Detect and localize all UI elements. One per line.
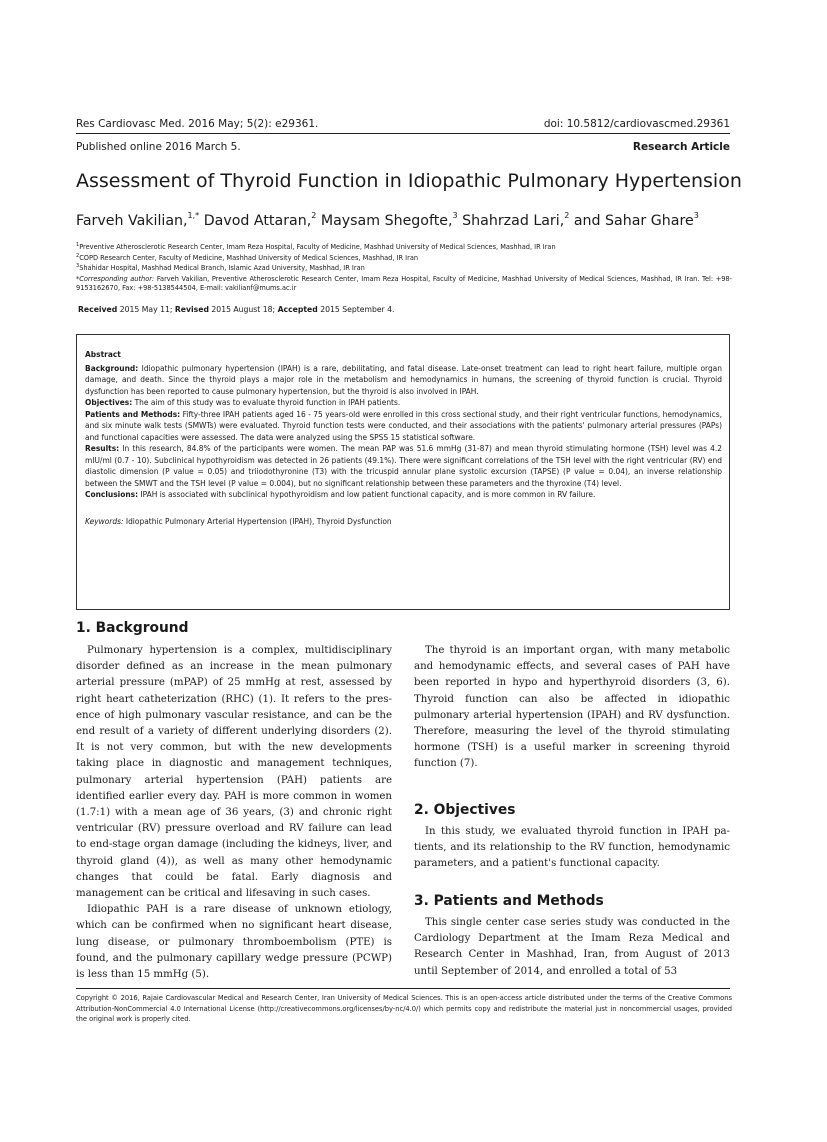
author-name: Maysam Shegofte, bbox=[320, 213, 453, 229]
abstract-results-label: Results: bbox=[85, 443, 120, 453]
affiliation-number: 1 bbox=[76, 242, 80, 248]
abstract-conclusions bbox=[85, 489, 722, 501]
article-title: Assessment of Thyroid Function in Idiopathic Pulmonary Hypertension bbox=[76, 170, 742, 192]
right-column-methods bbox=[414, 915, 730, 980]
abstract-heading: Abstract bbox=[85, 349, 121, 359]
right-column-top bbox=[414, 643, 730, 773]
affiliation bbox=[76, 262, 732, 273]
received-label: Received bbox=[78, 305, 118, 314]
revised-date: 2015 August 18; bbox=[208, 305, 278, 314]
journal-reference: Res Cardiovasc Med. 2016 May; 5(2): e29361. bbox=[76, 118, 319, 130]
published-date: Published online 2016 March 5. bbox=[76, 141, 241, 153]
abstract-conclusions-text: IPAH is associated with subclinical hypothyroidism and low patient functional capacity, and is more common in RV failure. bbox=[138, 489, 596, 499]
abstract-results-text: In this research, 84.8% of the participants were women. The mean PAP was 51.6 mmHg (31-87) and mean thyroid stimulating hormone (TSH) level was 4.2 mIU/ml (0.7 - 10). Subclinical hypothyroidism was detected in 26 patients (49.1%). There were significant correlations of the TSH level with the right ventricular (RV) end diastolic dimension (P value = 0.05) and triiodothyronine (T3) with the tricuspid annular plane systolic excursion (TAPSE) (P value = 0.04), an inverse relationship between the SMWT and the TSH level (P value = 0.004), but no significant relationship between these parameters and the thyroxine (T4) level. bbox=[85, 443, 722, 488]
keywords-text: Idiopathic Pulmonary Arterial Hypertension (IPAH), Thyroid Dysfunction bbox=[123, 515, 392, 526]
section-heading-methods: 3. Patients and Methods bbox=[414, 893, 604, 909]
accepted-label: Accepted bbox=[277, 305, 318, 314]
abstract-background-text: Idiopathic pulmonary hypertension (IPAH) is a rare, debilitating, and fatal disease. Late-onset treatment can lead to right heart failure, multiple organ damage, and death. Since the thyroid plays a major role in the metabolism and hemodynamics in humans, the screening of thyroid function is crucial. Thyroid dysfunction has been reported to cause pulmonary hypertension, but the thyroid is also involved in IPAH. bbox=[85, 362, 722, 396]
abstract-background bbox=[85, 363, 722, 398]
article-dates bbox=[78, 305, 395, 314]
paragraph: The thyroid is an important organ, with many metabolic and hemodynamic effects, and several cases of PAH have been reported in hypo and hyperthyroid disorders (3, 6). Thyroid function can also be affected in idiopathic pulmonary arterial hypertension (IPAH) and RV dysfunction. Therefore, measuring the level of the thyroid stimulating hormone (TSH) is a useful marker in screening thyroid function (7). bbox=[414, 645, 730, 770]
author-name: Davod Attaran, bbox=[203, 213, 312, 229]
right-column-objectives bbox=[414, 824, 730, 873]
keywords-label: Keywords: bbox=[85, 515, 124, 526]
keywords bbox=[85, 516, 722, 528]
affiliation bbox=[76, 241, 732, 252]
abstract-objectives bbox=[85, 397, 722, 409]
author-affiliation-mark: 1,* bbox=[187, 211, 200, 220]
corresponding-label: *Corresponding author: bbox=[76, 275, 155, 283]
left-column bbox=[76, 643, 392, 983]
affiliation-number: 3 bbox=[76, 263, 80, 269]
corresponding-author bbox=[76, 275, 732, 293]
author-affiliation-mark: 3 bbox=[693, 211, 699, 220]
header-rule bbox=[76, 133, 730, 134]
abstract-methods bbox=[85, 409, 722, 444]
abstract-methods-text: Fifty-three IPAH patients aged 16 - 75 years-old were enrolled in this cross sectional study, and their right ventricular functions, hemodynamics, and six minute walk tests (SMWTs) were evaluated. Thyroid function tests were conducted, and their associations with the patients' pulmonary arterial pressures (PAPs) and functional capacities were assessed. The data were analyzed using the SPSS 15 statistical software. bbox=[85, 408, 722, 442]
paragraph: Idiopathic PAH is a rare disease of unknown etiology, which can be confirmed when no significant heart disease, lung disease, or pulmonary thromboembolism (PTE) is found, and the pulmonary capillary wedge pressure (PCWP) is less than 15 mmHg (5). bbox=[76, 904, 392, 981]
abstract-methods-label: Patients and Methods: bbox=[85, 408, 181, 419]
author-affiliation-mark: 3 bbox=[452, 211, 458, 220]
abstract-conclusions-label: Conclusions: bbox=[85, 489, 139, 499]
affiliation-number: 2 bbox=[76, 253, 80, 259]
author-name: Farveh Vakilian, bbox=[76, 213, 188, 229]
paragraph: In this study, we evaluated thyroid function in IPAH patients, and its relationship to the RV function, hemodynamic parameters, and a patient's functional capacity. bbox=[414, 826, 730, 870]
abstract-objectives-label: Objectives: bbox=[85, 397, 133, 407]
section-heading-background: 1. Background bbox=[76, 620, 189, 636]
paragraph: This single center case series study was conducted in the Cardiology Department at the Imam Reza Medical and Research Center in Mashhad, Iran, from August of 2013 until September of 2014, and enrolled a total of 53 bbox=[414, 917, 730, 977]
footer-rule bbox=[76, 988, 730, 989]
doi: doi: 10.5812/cardiovascmed.29361 bbox=[543, 118, 730, 130]
author-name: and Sahar Ghare bbox=[573, 213, 694, 229]
paragraph: Pulmonary hypertension is a complex, multidisciplinary disorder defined as an increase in the mean pulmonary arterial pressure (mPAP) of 25 mmHg at rest, assessed by right heart catheterization (RHC) (1). It refers to the presence of high pulmonary vascular resistance, and can be the end result of a variety of different underlying disorders (2). It is not very common, but with the new developments taking place in diagnostic and management techniques, pulmonary arterial hypertension (PAH) patients are identified earlier every day. PAH is more common in women (1.7:1) with a mean age of 36 years, (3) and chronic right ventricular (RV) pressure overload and RV failure can lead to end-stage organ damage (including the kidneys, liver, and thyroid gland (4)), as well as many other hemodynamic changes that could be fatal. Early diagnosis and management can be critical and lifesaving in such cases. bbox=[76, 645, 392, 900]
author-list bbox=[76, 211, 699, 229]
author-affiliation-mark: 2 bbox=[311, 211, 317, 220]
author-affiliation-mark: 2 bbox=[564, 211, 570, 220]
received-date: 2015 May 11; bbox=[117, 305, 175, 314]
accepted-date: 2015 September 4. bbox=[317, 305, 395, 314]
affiliation-text: Preventive Atherosclerotic Research Center, Imam Reza Hospital, Faculty of Medicine, Mashhad University of Medical Sciences, Mashhad, IR Iran bbox=[79, 243, 556, 251]
affiliation-text: COPD Research Center, Faculty of Medicine, Mashhad University of Medical Sciences, Mashhad, IR Iran bbox=[79, 254, 419, 262]
revised-label: Revised bbox=[174, 305, 209, 314]
abstract-background-label: Background: bbox=[85, 362, 139, 373]
section-heading-objectives: 2. Objectives bbox=[414, 802, 516, 818]
abstract-results bbox=[85, 443, 722, 489]
copyright-notice: Copyright © 2016, Rajaie Cardiovascular Medical and Research Center, Iran University of Medical Sciences. This is an open-access article distributed under the terms of the Creative Commons Attribution-NonCommercial 4.0 International License (http://creativecommons.org/licenses/by-nc/4.0/) which permits copy and redistribute the material just in noncommercial usages, provided the original work is properly cited. bbox=[76, 994, 732, 1024]
author-name: Shahrzad Lari, bbox=[462, 213, 565, 229]
abstract-box bbox=[76, 334, 730, 610]
article-type: Research Article bbox=[632, 141, 730, 153]
affiliation-text: Shahidar Hospital, Mashhad Medical Branch, Islamic Azad University, Mashhad, IR Iran bbox=[79, 264, 365, 272]
corresponding-text: Farveh Vakilian, Preventive Atherosclerotic Research Center, Imam Reza Hospital, Faculty of Medicine, Mashhad University of Medical Sciences, Mashhad, IR Iran. Tel: +98-9153162670, Fax: +98-5138544504, E-mail: vakilianf@mums.ac.ir bbox=[76, 275, 732, 292]
abstract-objectives-text: The aim of this study was to evaluate thyroid function in IPAH patients. bbox=[132, 397, 401, 407]
